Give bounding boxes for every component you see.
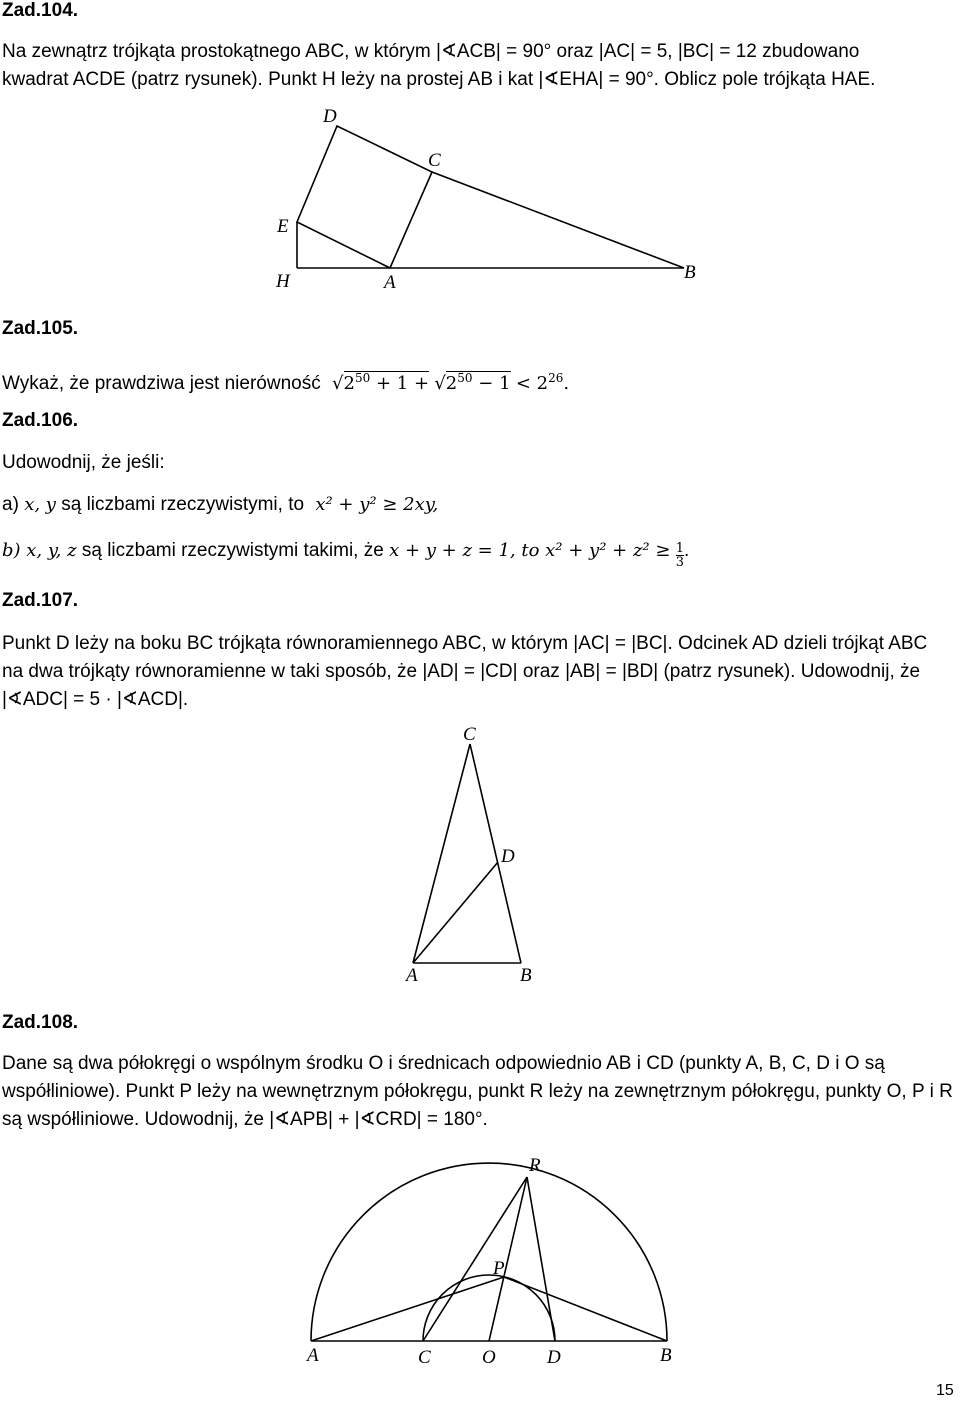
segment-pa — [311, 1277, 504, 1341]
zad104-line2: kwadrat ACDE (patrz rysunek). Punkt H leży na prostej AB i kat |∢EHA| = 90°. Oblicz pole trójkąta HAE. — [2, 69, 876, 90]
zad105-heading: Zad.105. — [2, 318, 79, 339]
page-number: 15 — [936, 1382, 954, 1399]
zad108-line3: są współliniowe. Udowodnij, że |∢APB| + |∢CRD| = 180°. — [2, 1109, 488, 1130]
label-p-108: P — [493, 1258, 505, 1279]
zad107-line2: na dwa trójkąty równoramienne w taki sposób, że |AD| = |CD| oraz |AB| = |BD| (patrz rysunek). Udowodnij, że — [2, 661, 921, 682]
label-c-104: C — [428, 150, 441, 171]
zad106-b-math: x + y + z = 1, to x² + y² + z² ≥ — [389, 540, 671, 561]
zad106-intro: Udowodnij, że jeśli: — [2, 452, 165, 473]
zad107-heading: Zad.107. — [2, 590, 79, 611]
label-c-108: C — [418, 1347, 431, 1368]
label-d-108: D — [547, 1347, 561, 1368]
label-b-107: B — [520, 965, 532, 986]
zad106-b-end: . — [684, 540, 690, 561]
zad105-rhs: < $2^{26}$. — [515, 371, 570, 394]
label-a-104: A — [384, 272, 396, 293]
label-d-107: D — [501, 846, 515, 867]
label-d-104: D — [323, 106, 337, 127]
zad106-a-vars: x, y — [24, 494, 56, 515]
label-r-108: R — [529, 1155, 541, 1176]
zad108-heading: Zad.108. — [2, 1012, 79, 1033]
zad106-a-math: x² + y² ≥ 2xy, — [315, 494, 439, 515]
label-b-108: B — [660, 1345, 672, 1366]
inner-semicircle — [423, 1275, 555, 1341]
sqrt-symbol-1: √ — [332, 373, 344, 394]
label-o-108: O — [482, 1347, 496, 1368]
label-a-108: A — [307, 1345, 319, 1366]
zad106-b-prefix: b) x, y, z — [2, 540, 77, 561]
outer-semicircle — [311, 1163, 667, 1341]
zad108-line1: Dane są dwa półokręgi o wspólnym środku O i średnicach odpowiednio AB i CD (punkty A, B, C, D i O są — [2, 1053, 885, 1074]
label-a-107: A — [406, 965, 418, 986]
zad105-sqrt2: $2^{50} - 1$ — [445, 371, 511, 394]
zad108-line2: współliniowe). Punkt P leży na wewnętrznym półokręgu, punkt R leży na zewnętrznym półokręgu, punkty O, P i R — [2, 1081, 953, 1102]
segment-rd — [527, 1177, 555, 1341]
zad104-heading: Zad.104. — [2, 0, 79, 21]
zad106-b-text: są liczbami rzeczywistymi takimi, że — [81, 540, 384, 561]
zad105-text: Wykaż, że prawdziwa jest nierówność — [2, 373, 321, 394]
label-h-104: H — [276, 271, 290, 292]
segment-rc — [423, 1177, 527, 1341]
segment-pb — [504, 1277, 667, 1341]
label-e-104: E — [277, 216, 289, 237]
zad106-a-prefix: a) — [2, 494, 19, 515]
zad104-line1: Na zewnątrz trójkąta prostokątnego ABC, w którym |∢ACB| = 90° oraz |AC| = 5, |BC| = 12 zbudowano — [2, 41, 860, 62]
zad106-b-fraction: $\frac{1}{3}$ — [675, 541, 685, 570]
sqrt-symbol-2: √ — [434, 373, 446, 394]
label-b-104: B — [684, 262, 696, 283]
zad105-sqrt1: $2^{50} + 1$ + — [343, 371, 430, 394]
zad107-line3: |∢ADC| = 5 · |∢ACD|. — [2, 689, 189, 710]
zad106-heading: Zad.106. — [2, 410, 79, 431]
zad106-a-text: są liczbami rzeczywistymi, to — [61, 494, 305, 515]
label-c-107: C — [463, 724, 476, 745]
zad107-line1: Punkt D leży na boku BC trójkąta równoramiennego ABC, w którym |AC| = |BC|. Odcinek AD dzieli trójkąt ABC — [2, 633, 928, 654]
